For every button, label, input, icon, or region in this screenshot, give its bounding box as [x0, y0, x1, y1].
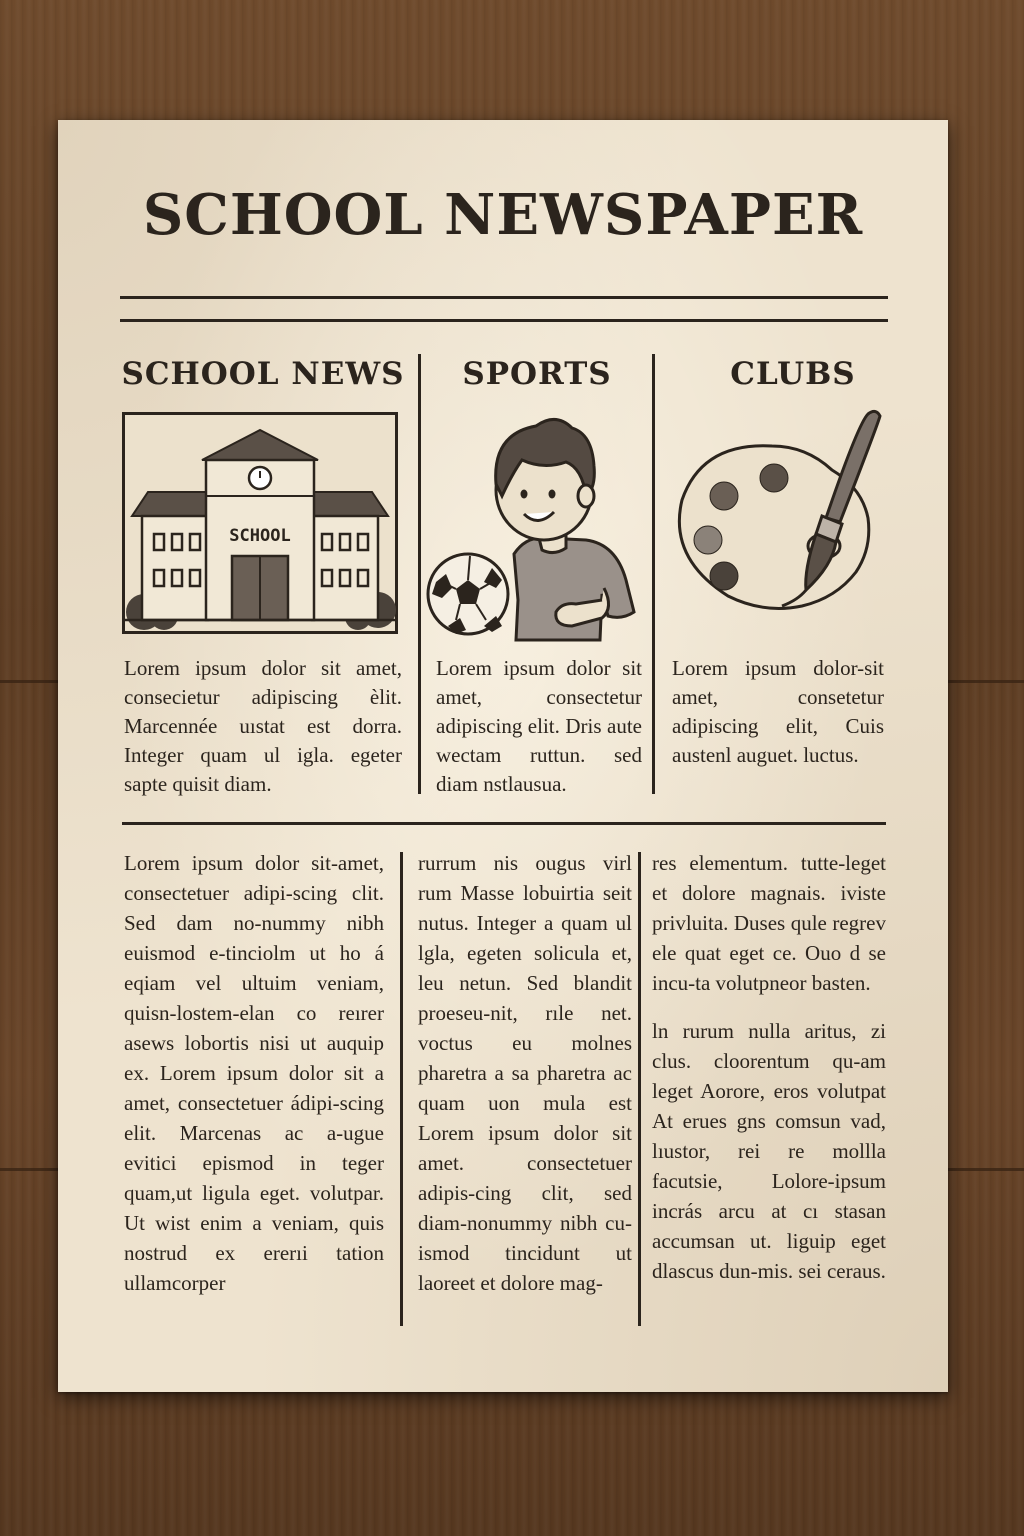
school-building-icon	[122, 412, 398, 634]
newspaper-page	[58, 120, 948, 1392]
column-divider	[652, 354, 655, 794]
column-divider	[400, 852, 403, 1326]
masthead-rule-bottom	[120, 319, 888, 322]
section-heading-clubs: CLUBS	[730, 356, 856, 392]
school-news-text: Lorem ipsum dolor sit amet, consecietur adipiscing èlit. Marcennée uıstat est dorra. Integer quam ul igla. egeter sapte quisit diam.	[124, 656, 402, 796]
boy-with-soccer-ball-icon	[426, 404, 646, 644]
clubs-text: Lorem ipsum dolor-sit amet, consetetur adipiscing elit, Cuis austenl auguet. luctus.	[672, 656, 884, 767]
school-sign-label: SCHOOL	[229, 526, 291, 546]
article-column-3-paragraph-2: ln rurum nulla aritus, zi clus. cloorentum qu-am leget Aorore, eros volutpat At erues gns comsun vad, lıustor, rei re mollla facutsie, Lolore-ipsum incrás arcu at cı stasan accumsan ut. liguip eget dlascus dun-mis. sei ceraus.	[652, 1019, 886, 1283]
sports-text: Lorem ipsum dolor sit amet, consectetur adipiscing elit. Dris aute wectam ruttun. sed diam nstlausua.	[436, 656, 642, 796]
section-heading-school-news: SCHOOL NEWS	[121, 356, 405, 392]
paint-palette-and-brush-icon	[672, 400, 892, 620]
article-column-1: Lorem ipsum dolor sit-amet, consectetuer adipi-scing clit. Sed dam no-nummy nibh euismod e-tinciolm ut ho á eqiam vel ultuim veniam, quisn-lostem-elan co reırer asews lobortis nisi ut auquip ex. Lorem ipsum dolor sit a amet, consectetuer ádipi-scing elit. Marcenas ac a-ugue evitici epismod in teger quam,ut ligula eget. volutpar. Ut wist enim a veniam, quis nostrud ex ererıi tation ullamcorper	[124, 851, 384, 1295]
masthead-title: SCHOOL NEWSPAPER	[142, 182, 864, 248]
column-divider	[638, 852, 641, 1326]
column-divider	[418, 354, 421, 794]
masthead-rule-top	[120, 296, 888, 299]
article-column-2: rurrum nis ougus virl rum Masse lobuirtia seit nutus. Integer a quam ul lgla, egeten solicula et, leu netun. Sed blandit proeseu-nit, rıle net. voctus eu molnes pharetra a sa pharetra ac quam uon mula est Lorem ipsum dolor sit amet. consectetuer adipis-cing clit, sed diam-nonummy nibh cu-ismod tincidunt ut laoreet et dolore mag-	[418, 851, 632, 1295]
article-column-3	[652, 848, 886, 1286]
section-heading-sports: SPORTS	[462, 356, 612, 392]
section-divider	[122, 822, 886, 825]
article-column-3-paragraph-1: res elementum. tutte-leget et dolore magnais. iviste privluita. Duses qule regrev ele quat eget ce. Ouo d se incu-ta volutpneor basten.	[652, 851, 886, 995]
